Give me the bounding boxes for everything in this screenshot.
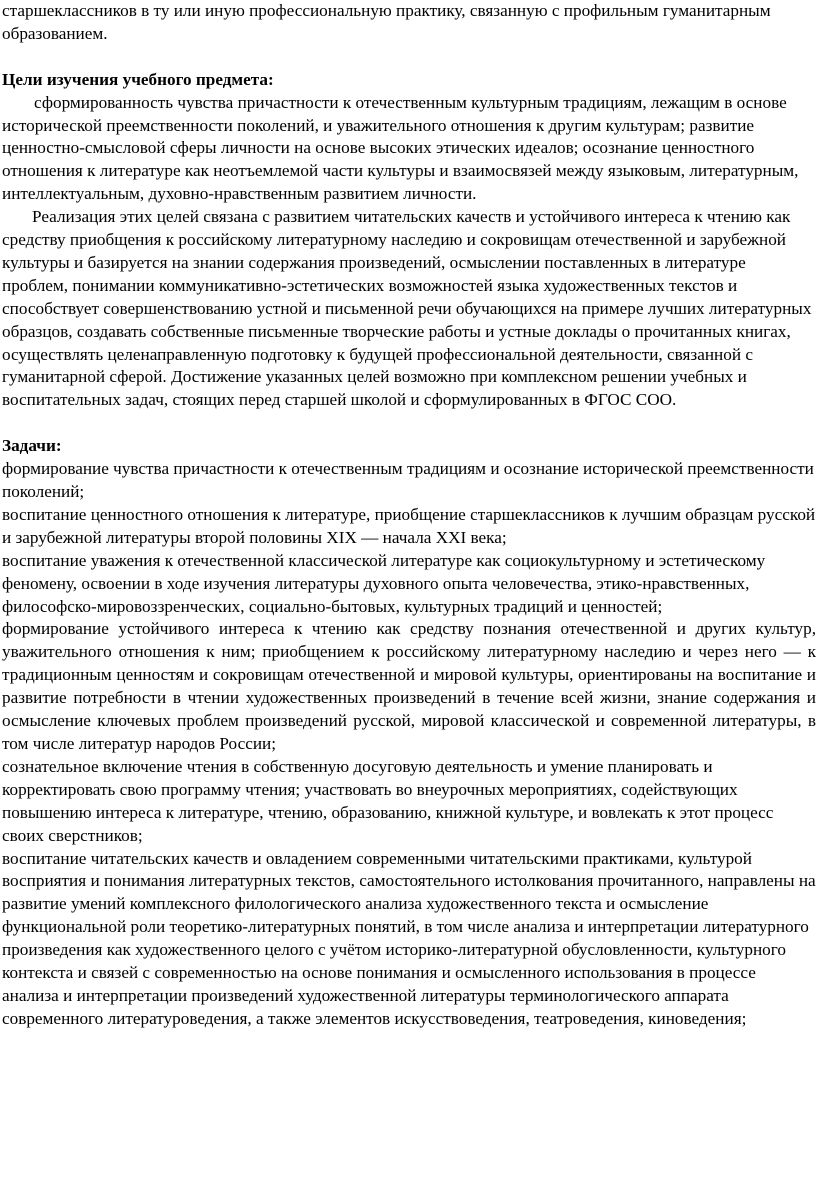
goals-paragraph: сформированность чувства причастности к отечественным культурным традициям, лежащим в основе исторической преемственности поколений, и уважительного отношения к другим культурам; развитие ценностно-смысловой сферы личности на основе высоких этических идеалов; осознание ценностного отношения к литературе как неотъемлемой части культуры и взаимосвязей между языковым, литературным, интеллектуальным, духовно-нравственным развитием личности. [2, 92, 799, 204]
goals-heading: Цели изучения учебного предмета: [2, 69, 274, 89]
task-item: воспитание читательских качеств и овладением современными читательскими практиками, культурой восприятия и понимания литературных текстов, самостоятельного истолкования прочитанного, направлены на развитие умений комплексного филологического анализа художественного текста и осмысление функциональной роли теоретико-литературных понятий, в том числе анализа и интерпретации литературного произведения как художественного целого с учётом историко-литературной обусловленности, культурного контекста и связей с современностью на основе понимания и осмысленного использования в процессе анализа и интерпретации произведений художественной литературы терминологического аппарата современного литературоведения, а также элементов искусствоведения, театроведения, киноведения; [2, 848, 816, 1028]
goals-paragraph: Реализация этих целей связана с развитием читательских качеств и устойчивого интереса к чтению как средству приобщения к российскому литературному наследию и сокровищам отечественной и зарубежной культуры и базируется на знании содержания произведений, осмыслении поставленных в литературе проблем, понимании коммуникативно-эстетических возможностей языка художественных текстов и способствует совершенствованию устной и письменной речи обучающихся на примере лучших литературных образцов, создавать собственные письменные творческие работы и устные доклады о прочитанных книгах, осуществлять целенаправленную подготовку к будущей профессиональной деятельности, связанной с гуманитарной сферой. Достижение указанных целей возможно при комплексном решении учебных и воспитательных задач, стоящих перед старшей школой и сформулированных в ФГОС СОО. [2, 207, 812, 410]
tasks-heading: Задачи: [2, 436, 62, 456]
task-item: формирование устойчивого интереса к чтению как средству познания отечественной и других культур, уважительного отношения к ним; приобщением к российскому литературному наследию и через него — к традиционным ценностям и сокровищам отечественной и мировой культуры, ориентированы на воспитание и развитие потребности в чтении художественных произведений в течение всей жизни, знание содержания и осмысление ключевых проблем произведений русской, мировой классической и современной литературы, в том числе литератур народов России; [2, 619, 816, 753]
task-item: формирование чувства причастности к отечественным традициям и осознание исторической преемственности поколений; [2, 459, 814, 501]
intro-paragraph: старшеклассников в ту или иную профессиональную практику, связанную с профильным гуманитарным образованием. [2, 1, 771, 43]
task-item: воспитание уважения к отечественной классической литературе как социокультурному и эстетическому феномену, освоении в ходе изучения литературы духовного опыта человечества, этико-нравственных, философско-мировоззренческих, социально-бытовых, культурных традиций и ценностей; [2, 550, 766, 616]
task-item: воспитание ценностного отношения к литературе, приобщение старшеклассников к лучшим образцам русской и зарубежной литературы второй половины XIX — начала XXI века; [2, 504, 816, 547]
task-item: сознательное включение чтения в собственную досуговую деятельность и умение планировать и корректировать свою программу чтения; участвовать во внеурочных мероприятиях, содействующих повышению интереса к литературе, чтению, образованию, книжной культуре, и вовлекать к этот процесс своих сверстников; [2, 756, 774, 845]
